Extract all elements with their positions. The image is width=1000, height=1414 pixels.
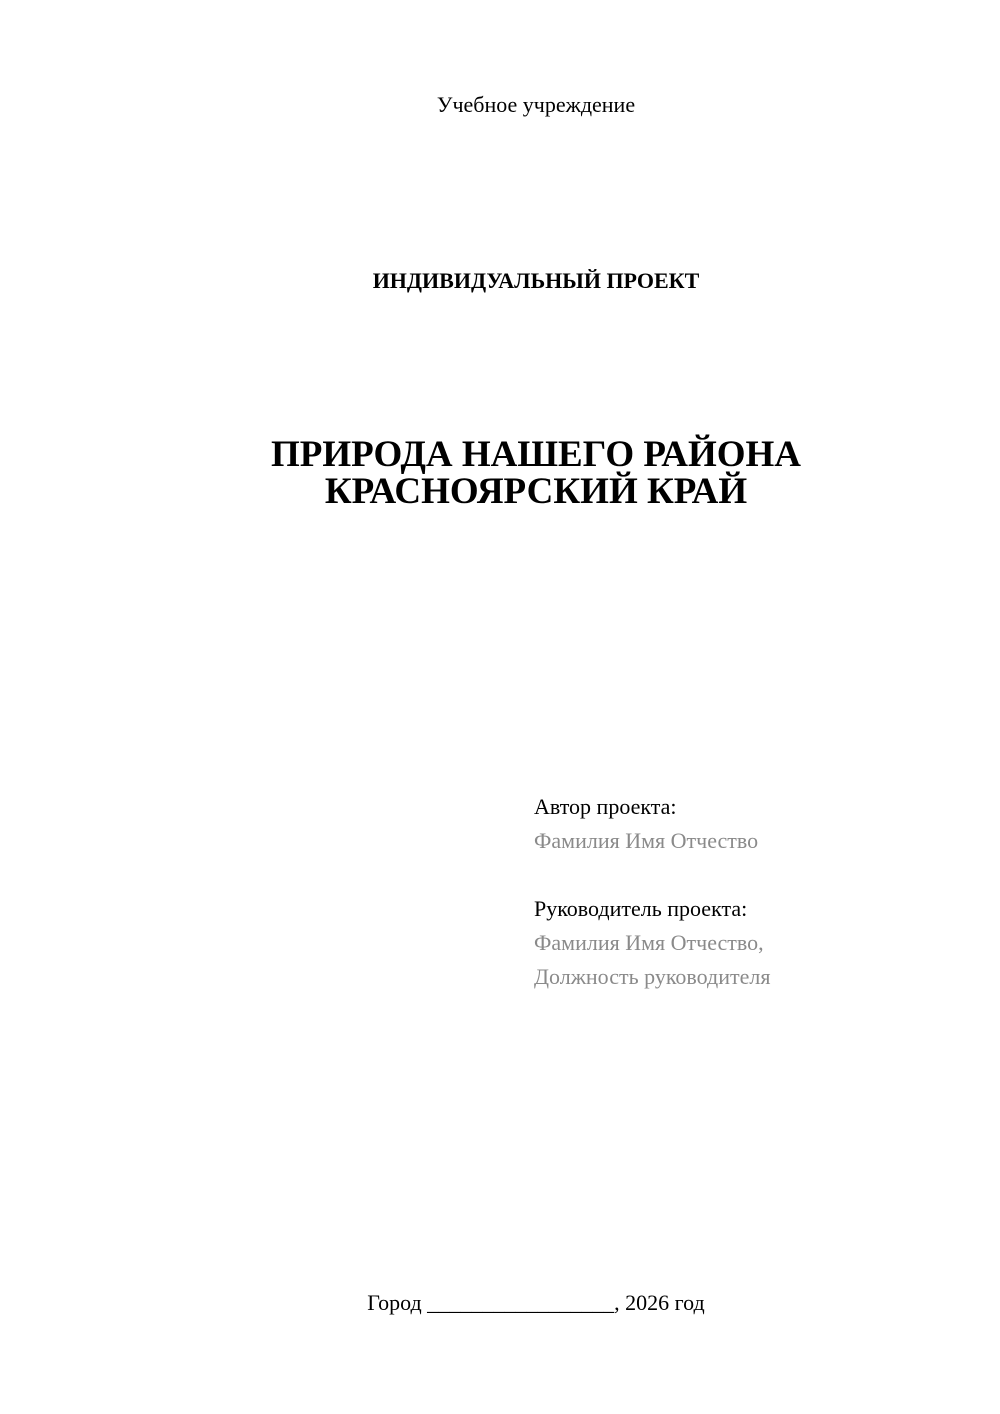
document-title: [36, 436, 1000, 510]
title-line-1: ПРИРОДА НАШЕГО РАЙОНА: [270, 434, 801, 475]
title-line-2: КРАСНОЯРСКИЙ КРАЙ: [324, 471, 748, 512]
supervisor-label: Руководитель проекта:: [534, 896, 748, 921]
document-type: ИНДИВИДУАЛЬНЫЙ ПРОЕКТ: [372, 268, 700, 293]
supervisor-name: Фамилия Имя Отчество,: [534, 930, 764, 955]
city-year-line: Город _________________, 2026 год: [367, 1290, 705, 1315]
author-name: Фамилия Имя Отчество: [534, 828, 759, 853]
supervisor-position: Должность руководителя: [534, 964, 771, 989]
author-label: Автор проекта:: [534, 794, 677, 819]
institution-name: Учебное учреждение: [436, 92, 636, 117]
spacer: [534, 858, 770, 892]
project-info-block: [534, 790, 770, 994]
